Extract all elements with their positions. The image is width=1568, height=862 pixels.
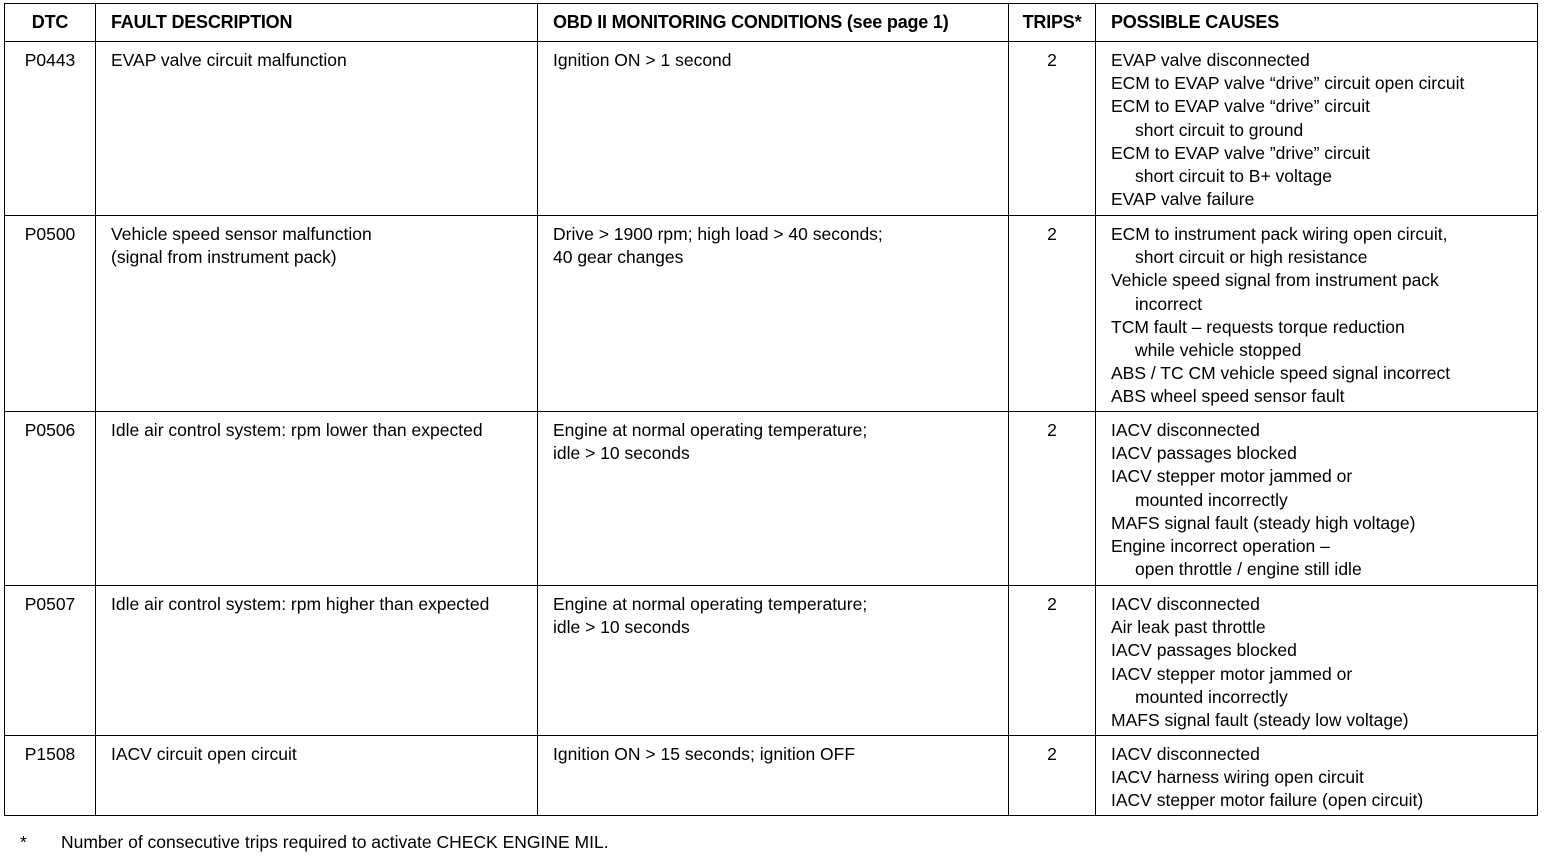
possible-cause-continuation: short circuit or high resistance (1135, 247, 1368, 268)
fault-description-line: (signal from instrument pack) (111, 247, 337, 268)
dtc-code: P0507 (24, 594, 76, 614)
footnote-text: Number of consecutive trips required to activate CHECK ENGINE MIL. (61, 832, 609, 852)
possible-cause-text: ABS wheel speed sensor fault (1111, 386, 1345, 407)
trips-cell (1009, 412, 1096, 586)
possible-cause-text: Vehicle speed signal from instrument pack (1111, 270, 1439, 291)
possible-cause-text: IACV stepper motor jammed or (1111, 663, 1353, 684)
possible-cause-text: EVAP valve failure (1111, 189, 1255, 210)
possible-cause-text: ECM to EVAP valve “drive” circuit open circuit (1111, 73, 1465, 94)
header-fault-description: FAULT DESCRIPTION (96, 4, 538, 42)
possible-cause-text: IACV disconnected (1111, 420, 1260, 440)
possible-cause (1111, 419, 1537, 442)
monitoring-conditions-cell (538, 216, 1009, 412)
footnote-star: * (20, 832, 27, 852)
possible-cause-text: TCM fault – requests torque reduction (1111, 316, 1405, 337)
table-row (5, 216, 1538, 412)
fault-description-cell (96, 736, 538, 816)
possible-cause (1111, 362, 1537, 385)
fault-description-cell (96, 586, 538, 736)
trips-count: 2 (1047, 420, 1057, 440)
trips-count: 2 (1047, 744, 1057, 764)
possible-cause (1111, 465, 1537, 511)
fault-description-line: Vehicle speed sensor malfunction (111, 224, 372, 244)
table-row (5, 42, 1538, 216)
possible-causes-cell (1096, 42, 1538, 216)
dtc-code: P0443 (24, 50, 76, 70)
possible-cause-text: ABS / TC CM vehicle speed signal incorrect (1111, 363, 1451, 384)
possible-cause-continuation: short circuit to B+ voltage (1135, 166, 1332, 187)
table-row (5, 736, 1538, 816)
possible-cause-text: MAFS signal fault (steady low voltage) (1111, 710, 1409, 731)
dtc-code-cell (5, 216, 96, 412)
monitoring-conditions-cell (538, 42, 1009, 216)
table-body (5, 42, 1538, 816)
possible-cause-text: Engine incorrect operation – (1111, 536, 1330, 557)
monitoring-condition-line: idle > 10 seconds (553, 617, 690, 638)
possible-cause-continuation: incorrect (1135, 293, 1203, 314)
possible-cause (1111, 316, 1537, 362)
possible-causes-cell (1096, 586, 1538, 736)
header-trips: TRIPS* (1009, 4, 1096, 42)
possible-cause (1111, 743, 1537, 766)
monitoring-condition-line: Drive > 1900 rpm; high load > 40 seconds; (553, 224, 883, 244)
possible-cause (1111, 593, 1537, 616)
trips-count: 2 (1047, 594, 1057, 614)
footnote (20, 832, 609, 853)
monitoring-condition-line: idle > 10 seconds (553, 443, 690, 464)
possible-cause-text: Air leak past throttle (1111, 617, 1266, 638)
table-header (5, 4, 1538, 42)
possible-causes-cell (1096, 216, 1538, 412)
possible-cause-text: ECM to EVAP valve “drive” circuit (1111, 96, 1371, 117)
dtc-code-cell (5, 42, 96, 216)
possible-cause-text: MAFS signal fault (steady high voltage) (1111, 512, 1416, 533)
trips-cell (1009, 736, 1096, 816)
possible-cause-text: ECM to instrument pack wiring open circuit, (1111, 224, 1448, 244)
possible-cause-text: IACV stepper motor failure (open circuit) (1111, 790, 1424, 811)
header-dtc: DTC (5, 4, 96, 42)
possible-cause (1111, 709, 1537, 732)
fault-description-line: Idle air control system: rpm higher than expected (111, 594, 490, 614)
possible-cause (1111, 188, 1537, 211)
possible-cause (1111, 385, 1537, 408)
dtc-code: P0506 (24, 420, 76, 440)
fault-description-cell (96, 412, 538, 586)
possible-cause (1111, 269, 1537, 315)
monitoring-condition-line: Engine at normal operating temperature; (553, 594, 868, 614)
trips-count: 2 (1047, 224, 1057, 244)
fault-description-cell (96, 42, 538, 216)
possible-cause-continuation: short circuit to ground (1135, 119, 1304, 140)
dtc-code-cell (5, 586, 96, 736)
trips-cell (1009, 42, 1096, 216)
possible-cause (1111, 639, 1537, 662)
header-monitoring-conditions: OBD II MONITORING CONDITIONS (see page 1) (538, 4, 1009, 42)
possible-cause-continuation: mounted incorrectly (1135, 686, 1288, 707)
possible-cause-text: IACV disconnected (1111, 744, 1260, 764)
monitoring-condition-line: Ignition ON > 15 seconds; ignition OFF (553, 744, 856, 764)
monitoring-conditions-cell (538, 586, 1009, 736)
dtc-code-cell (5, 736, 96, 816)
possible-cause-text: IACV passages blocked (1111, 640, 1297, 661)
possible-cause-text: IACV disconnected (1111, 594, 1260, 614)
possible-cause (1111, 512, 1537, 535)
possible-cause (1111, 789, 1537, 812)
dtc-table (4, 3, 1538, 816)
monitoring-condition-line: 40 gear changes (553, 247, 684, 268)
table-row (5, 412, 1538, 586)
possible-cause-text: IACV stepper motor jammed or (1111, 466, 1353, 487)
possible-cause (1111, 442, 1537, 465)
possible-cause-text: ECM to EVAP valve ”drive” circuit (1111, 142, 1371, 163)
possible-cause (1111, 95, 1537, 141)
table-row (5, 586, 1538, 736)
header-row (5, 4, 1538, 42)
fault-description-line: EVAP valve circuit malfunction (111, 50, 347, 70)
dtc-code: P0500 (24, 224, 76, 244)
monitoring-conditions-cell (538, 736, 1009, 816)
possible-cause (1111, 663, 1537, 709)
possible-cause (1111, 223, 1537, 269)
possible-causes-cell (1096, 412, 1538, 586)
possible-cause (1111, 72, 1537, 95)
fault-description-cell (96, 216, 538, 412)
possible-cause (1111, 766, 1537, 789)
fault-description-line: Idle air control system: rpm lower than expected (111, 420, 483, 440)
possible-cause (1111, 616, 1537, 639)
trips-cell (1009, 216, 1096, 412)
monitoring-condition-line: Ignition ON > 1 second (553, 50, 732, 70)
fault-description-line: IACV circuit open circuit (111, 744, 297, 764)
trips-cell (1009, 586, 1096, 736)
possible-cause (1111, 49, 1537, 72)
monitoring-conditions-cell (538, 412, 1009, 586)
possible-cause-continuation: mounted incorrectly (1135, 489, 1288, 510)
monitoring-condition-line: Engine at normal operating temperature; (553, 420, 868, 440)
possible-cause-text: IACV passages blocked (1111, 443, 1297, 464)
possible-causes-cell (1096, 736, 1538, 816)
dtc-code-cell (5, 412, 96, 586)
possible-cause (1111, 535, 1537, 581)
trips-count: 2 (1047, 50, 1057, 70)
possible-cause-text: EVAP valve disconnected (1111, 50, 1310, 70)
possible-cause (1111, 142, 1537, 188)
dtc-code: P1508 (24, 744, 76, 764)
possible-cause-continuation: while vehicle stopped (1135, 340, 1302, 361)
possible-cause-text: IACV harness wiring open circuit (1111, 767, 1364, 788)
possible-cause-continuation: open throttle / engine still idle (1135, 559, 1362, 580)
header-possible-causes: POSSIBLE CAUSES (1096, 4, 1538, 42)
